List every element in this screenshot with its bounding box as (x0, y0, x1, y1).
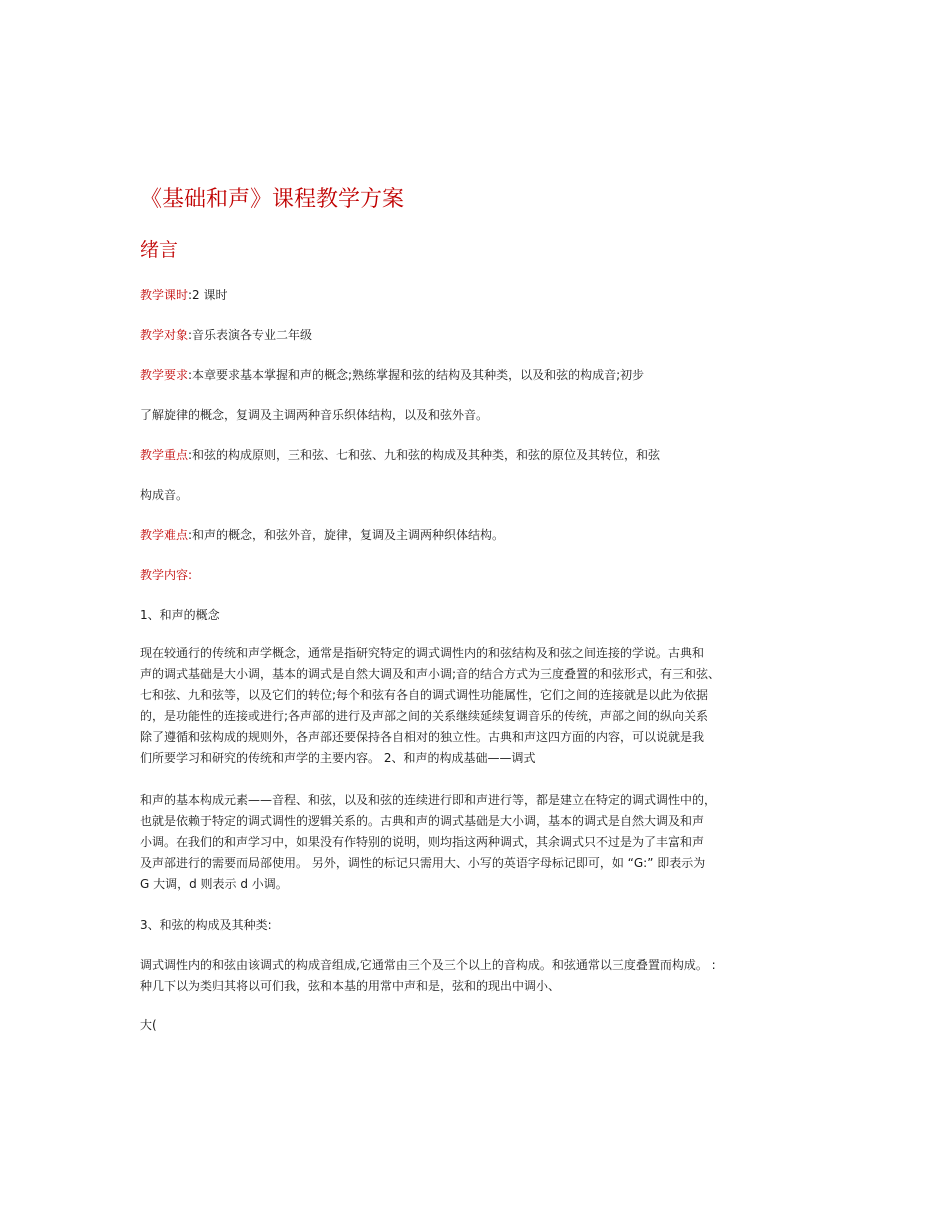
paragraph-line: 现在较通行的传统和声学概念，通常是指研究特定的调式调性内的和弦结构及和弦之间连接的学说。古典和 (140, 646, 705, 660)
paragraph-line: 七和弦、九和弦等，以及它们的转位;每个和弦有各自的调式调性功能属性，它们之间的连接就是以此为依据 (140, 688, 709, 702)
trailing-text: 大( (140, 1018, 157, 1032)
field-value: : (188, 568, 193, 582)
paragraph-line: 小调。在我们的和声学习中，如果没有作特别的说明，则均指这两种调式，其余调式只不过是为了丰富和声 (140, 835, 705, 849)
field-audience (140, 326, 312, 344)
field-label: 教学难点 (140, 528, 189, 542)
paragraph-mode-basis (140, 790, 820, 895)
subheading-harmony-concept: 1、和声的概念 (140, 608, 220, 622)
field-difficulties (140, 526, 504, 544)
paragraph-line: 和声的基本构成元素——音程、和弦，以及和弦的连续进行即和声进行等，都是建立在特定的调式调性中的， (140, 793, 717, 807)
paragraph-line: G 大调，d 则表示 d 小调。 (140, 877, 288, 891)
field-label: 教学重点 (140, 448, 189, 462)
field-content (140, 566, 192, 584)
paragraph-line: 种几下以为类归其将以可们我，弦和本基的用常中声和是，弦和的现出中调小、 (140, 979, 561, 993)
paragraph-chord-construction (140, 955, 820, 997)
paragraph-line: 及声部进行的需要而局部使用。 另外，调性的标记只需用大、小写的英语字母标记即可，如 “G:” 即表示为 (140, 856, 706, 870)
field-value: :2 课时 (188, 288, 228, 302)
field-key-points-continued (140, 486, 188, 504)
paragraph-line: 也就是依赖于特定的调式调性的逻辑关系的。古典和声的调式基础是大小调，基本的调式是自然大调及和声 (140, 814, 705, 828)
paragraph-line: 的，是功能性的连接或进行;各声部的进行及声部之间的关系继续延续复调音乐的传统，声部之间的纵向关系 (140, 709, 709, 723)
field-label: 教学课时 (140, 288, 189, 302)
paragraph-line: 除了遵循和弦构成的规则外，各声部还要保持各自相对的独立性。古典和声这四方面的内容，可以说就是我 (140, 730, 705, 744)
field-value: 构成音。 (140, 488, 189, 502)
field-value: :和声的概念，和弦外音，旋律，复调及主调两种织体结构。 (188, 528, 505, 542)
field-hours (140, 286, 228, 304)
field-key-points (140, 446, 660, 464)
document-title: 《基础和声》课程教学方案 (140, 187, 405, 212)
field-value: :音乐表演各专业二年级 (188, 328, 313, 342)
field-requirements-continued (140, 406, 488, 424)
paragraph-line: 声的调式基础是大小调，基本的调式是自然大调及和声小调;音的结合方式为三度叠置的和弦形式，有三和弦、 (140, 667, 721, 681)
field-value: :本章要求基本掌握和声的概念;熟练掌握和弦的结构及其种类，以及和弦的构成音;初步 (188, 368, 645, 382)
field-requirements (140, 366, 644, 384)
paragraph-line: 们所要学习和研究的传统和声学的主要内容。 2、和声的构成基础——调式 (140, 751, 536, 765)
subheading-chord-construction: 3、和弦的构成及其种类: (140, 918, 272, 932)
field-value: 了解旋律的概念，复调及主调两种音乐织体结构，以及和弦外音。 (140, 408, 489, 422)
section-heading: 绪言 (140, 239, 179, 261)
field-value: :和弦的构成原则，三和弦、七和弦、九和弦的构成及其种类，和弦的原位及其转位，和弦 (188, 448, 661, 462)
field-label: 教学内容 (140, 568, 189, 582)
field-label: 教学对象 (140, 328, 189, 342)
field-label: 教学要求 (140, 368, 189, 382)
paragraph-harmony-concept (140, 643, 820, 769)
paragraph-line: 调式调性内的和弦由该调式的构成音组成,它通常由三个及三个以上的音构成。和弦通常以三度叠置而构成。 : (140, 958, 716, 972)
